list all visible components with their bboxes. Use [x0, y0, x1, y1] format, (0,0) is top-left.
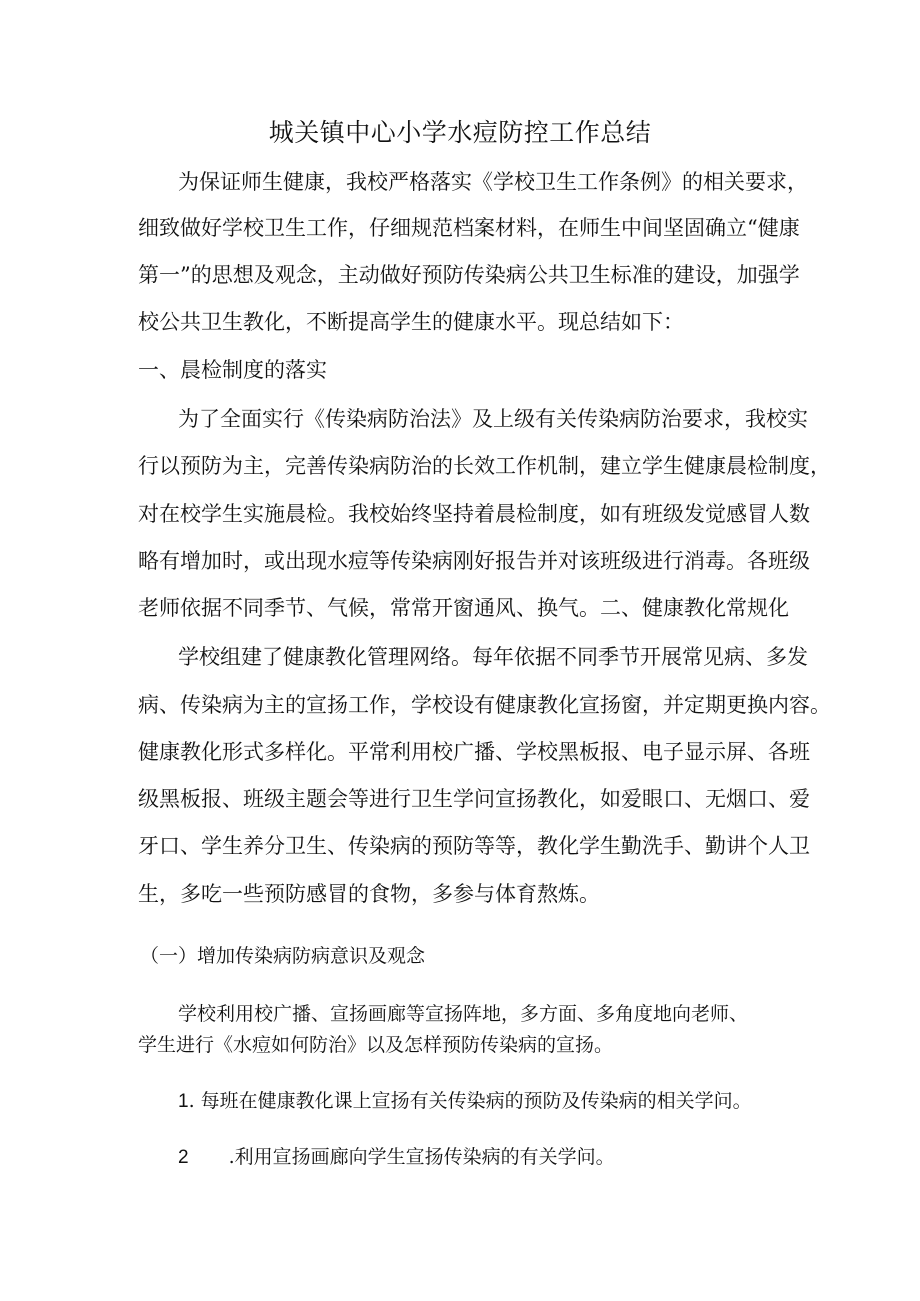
list-item-text: .利用宣扬画廊向学生宣扬传染病的有关学问。 — [228, 1146, 615, 1168]
section2-line-2: 病、传染病为主的宣扬工作，学校设有健康教化宣扬窗，并定期更换内容。 — [138, 693, 831, 717]
list-item-number: 2 — [178, 1147, 189, 1168]
section1-line-5: 老师依据不同季节、气候，常常开窗通风、换气。二、健康教化常规化 — [138, 596, 789, 620]
section2-line-4: 级黑板报、班级主题会等进行卫生学问宣扬教化，如爱眼口、无烟口、爱 — [138, 787, 810, 811]
section1-heading: 一、晨检制度的落实 — [138, 358, 327, 382]
subsection1-heading: （一）增加传染病防病意识及观念 — [140, 945, 426, 967]
section1-line-2: 行以预防为主，完善传染病防治的长效工作机制，建立学生健康晨检制度， — [138, 454, 831, 478]
section2-line-1: 学校组建了健康教化管理网络。每年依据不同季节开展常见病、多发 — [178, 645, 808, 669]
document-title: 城关镇中心小学水痘防控工作总结 — [268, 118, 652, 147]
intro-line-3: 第一”的思想及观念，主动做好预防传染病公共卫生标准的建设，加强学 — [138, 263, 800, 287]
list-item-text: . 每班在健康教化课上宣扬有关传染病的预防及传染病的相关学问。 — [188, 1090, 752, 1112]
section2-line-6: 生，多吃一些预防感冒的食物，多参与体育熬炼。 — [138, 882, 600, 906]
section2-line-3: 健康教化形式多样化。平常利用校广播、学校黑板报、电子显示屏、各班 — [138, 740, 810, 764]
section1-line-1: 为了全面实行《传染病防治法》及上级有关传染病防治要求，我校实 — [178, 407, 808, 431]
intro-line-2: 细致做好学校卫生工作，仔细规范档案材料，在师生中间坚固确立“健康 — [138, 216, 800, 240]
section1-line-4: 略有增加时，或出现水痘等传染病刚好报告并对该班级进行消毒。各班级 — [138, 549, 810, 573]
intro-line-4: 校公共卫生教化，不断提高学生的健康水平。现总结如下： — [138, 310, 684, 334]
intro-line-1: 为保证师生健康，我校严格落实《学校卫生工作条例》的相关要求， — [178, 170, 808, 194]
subsection1-line-1: 学校利用校广播、宣扬画廊等宣扬阵地，多方面、多角度地向老师、 — [178, 1003, 749, 1025]
subsection1-line-2: 学生进行《水痘如何防治》以及怎样预防传染病的宣扬。 — [138, 1034, 614, 1056]
list-item-1 — [178, 1087, 752, 1116]
list-item-number: 1 — [178, 1091, 189, 1112]
section2-line-5: 牙口、学生养分卫生、传染病的预防等等，教化学生勤洗手、勤讲个人卫 — [138, 834, 810, 858]
section1-line-3: 对在校学生实施晨检。我校始终坚持着晨检制度，如有班级发觉感冒人数 — [138, 502, 810, 526]
list-item-2 — [178, 1143, 615, 1172]
